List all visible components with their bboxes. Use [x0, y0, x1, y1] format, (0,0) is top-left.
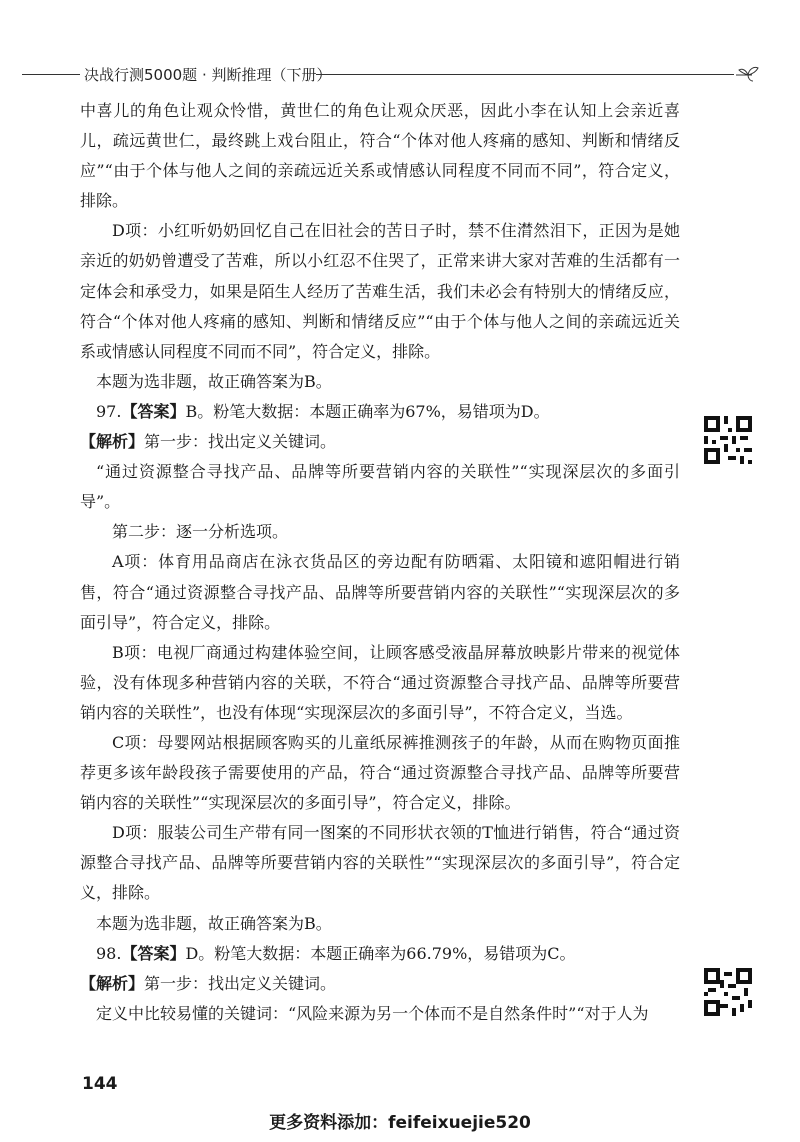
header-rule-left: [22, 74, 80, 75]
running-header: [0, 62, 800, 86]
q97-option-b: B项：电视厂商通过构建体验空间，让顾客感受液晶屏幕放映影片带来的视觉体验，没有体现多种营销内容的关联，不符合“通过资源整合寻找产品、品牌等所要营销内容的关联性”，也没有体现“实现深层次的多面引导”，不符合定义，当选。: [80, 642, 680, 722]
paragraph-conclusion-96: 本题为选非题，故正确答案为B。: [96, 371, 332, 391]
qr-code-icon[interactable]: [704, 968, 752, 1016]
q98-number: 98.: [96, 943, 122, 963]
paragraph-continuation: 中喜儿的角色让观众怜惜，黄世仁的角色让观众厌恶，因此小李在认知上会亲近喜儿，疏远黄世仁，最终跳上戏台阻止，符合“个体对他人疼痛的感知、判断和情绪反应”“由于个体与他人之间的亲疏远近关系或情感认同程度不同而不同”，符合定义，排除。: [80, 101, 680, 211]
sprout-icon: [734, 62, 760, 84]
q97-keywords: “通过资源整合寻找产品、品牌等所要营销内容的关联性”“实现深层次的多面引导”。: [80, 462, 680, 512]
footer-note: 更多资料添加：feifeixuejie520: [269, 1113, 531, 1133]
q97-analysis-tag: 【解析】: [80, 432, 145, 452]
q98-answer-tag: 【答案】: [121, 943, 186, 963]
q97-analysis: [80, 427, 680, 457]
page-body: [80, 96, 680, 1029]
book-title: 决战行测5000题 · 判断推理（下册）: [84, 66, 332, 84]
q98-analysis: [80, 969, 680, 999]
qr-code-icon[interactable]: [704, 416, 752, 464]
q97-answer-tag: 【答案】: [121, 401, 186, 421]
q97-option-a: A项：体育用品商店在泳衣货品区的旁边配有防晒霜、太阳镜和遮阳帽进行销售，符合“通过资源整合寻找产品、品牌等所要营销内容的关联性”“实现深层次的多面引导”，符合定义，排除。: [80, 552, 680, 632]
page-number: 144: [82, 1074, 118, 1094]
q97-answer-text: B。粉笔大数据：本题正确率为67%，易错项为D。: [185, 401, 550, 421]
q97-number: 97.: [96, 401, 122, 421]
q98-analysis-text: 第一步：找出定义关键词。: [144, 973, 337, 993]
q98-analysis-tag: 【解析】: [80, 973, 145, 993]
header-rule-right: [316, 74, 734, 75]
q98-keywords: 定义中比较易懂的关键词：“风险来源为另一个体而不是自然条件时”“对于人为: [96, 1003, 649, 1023]
q97-option-d: D项：服装公司生产带有同一图案的不同形状衣领的T恤进行销售，符合“通过资源整合寻找产品、品牌等所要营销内容的关联性”“实现深层次的多面引导”，符合定义，排除。: [80, 823, 680, 903]
q97-analysis-text: 第一步：找出定义关键词。: [144, 432, 337, 452]
q97-option-c: C项：母婴网站根据顾客购买的儿童纸尿裤推测孩子的年龄，从而在购物页面推荐更多该年龄段孩子需要使用的产品，符合“通过资源整合寻找产品、品牌等所要营销内容的关联性”“实现深层次的多面引导”，符合定义，排除。: [80, 732, 680, 813]
q98-answer: [80, 939, 680, 969]
q97-answer: [80, 397, 680, 427]
q97-step2: 第二步：逐一分析选项。: [112, 522, 289, 542]
q98-answer-text: D。粉笔大数据：本题正确率为66.79%，易错项为C。: [185, 943, 576, 963]
q97-conclusion: 本题为选非题，故正确答案为B。: [96, 913, 332, 933]
paragraph-option-d: D项：小红听奶奶回忆自己在旧社会的苦日子时，禁不住潸然泪下，正因为是她亲近的奶奶曾遭受了苦难，所以小红忍不住哭了，正常来讲大家对苦难的生活都有一定体会和承受力，如果是陌生人经历了苦难生活，我们未必会有特别大的情绪反应，符合“个体对他人疼痛的感知、判断和情绪反应”“由于个体与他人之间的亲疏远近关系或情感认同程度不同而不同”，符合定义，排除。: [80, 221, 680, 361]
